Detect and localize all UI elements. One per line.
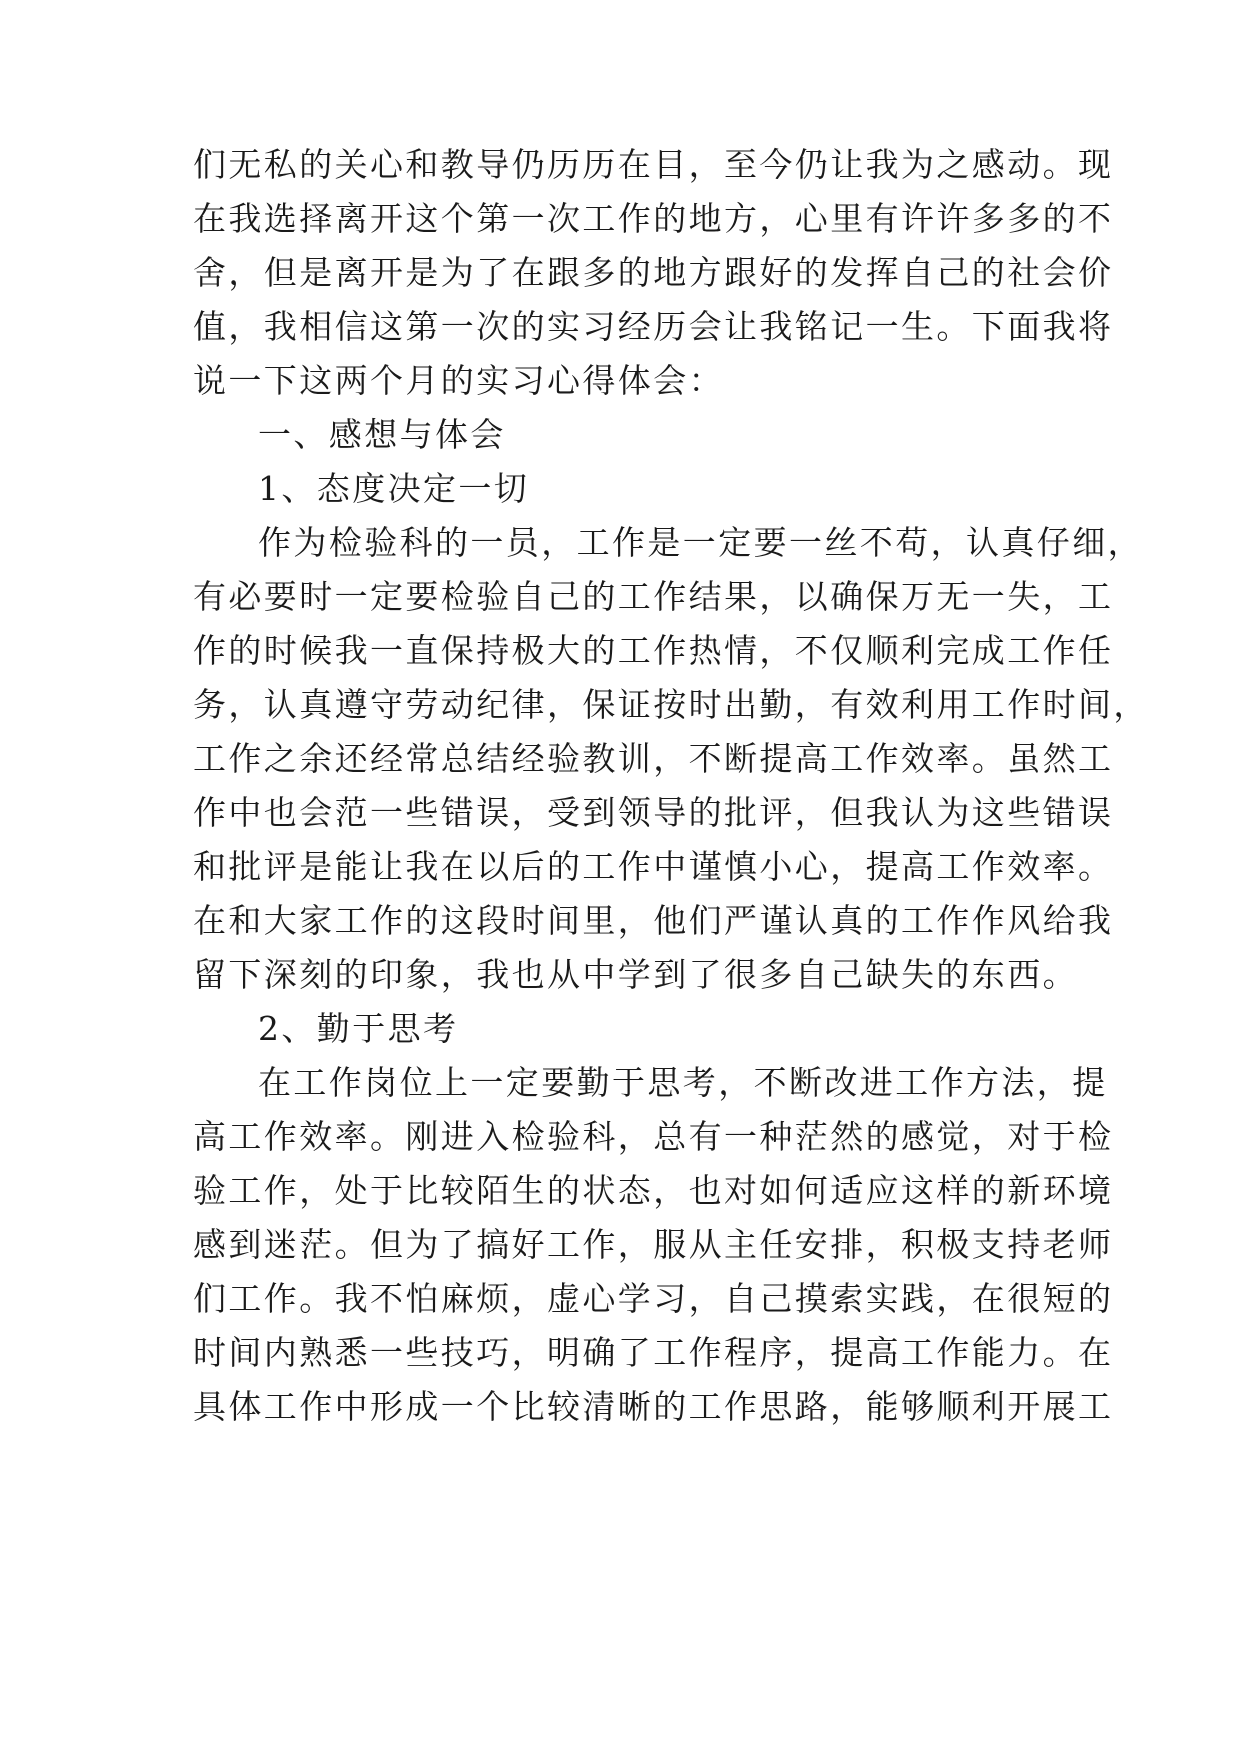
paragraph-line: 在工作岗位上一定要勤于思考，不断改进工作方法，提 [258, 1063, 1108, 1102]
subsection-heading: 2、勤于思考 [258, 1009, 459, 1048]
paragraph-line: 作的时候我一直保持极大的工作热情，不仅顺利完成工作任 [193, 631, 1114, 670]
paragraph-line: 作中也会范一些错误，受到领导的批评，但我认为这些错误 [193, 793, 1114, 832]
paragraph-line: 高工作效率。刚进入检验科，总有一种茫然的感觉，对于检 [193, 1117, 1114, 1156]
section-heading: 一、感想与体会 [258, 415, 506, 454]
paragraph-line: 有必要时一定要检验自己的工作结果，以确保万无一失，工 [193, 577, 1114, 616]
paragraph-line: 值，我相信这第一次的实习经历会让我铭记一生。下面我将 [193, 307, 1114, 346]
paragraph-line: 时间内熟悉一些技巧，明确了工作程序，提高工作能力。在 [193, 1333, 1114, 1372]
paragraph-line: 们无私的关心和教导仍历历在目，至今仍让我为之感动。现 [193, 145, 1114, 184]
subsection-heading: 1、态度决定一切 [258, 469, 530, 508]
paragraph-line: 感到迷茫。但为了搞好工作，服从主任安排，积极支持老师 [193, 1225, 1114, 1264]
paragraph-line: 务，认真遵守劳动纪律，保证按时出勤，有效利用工作时间， [193, 685, 1149, 724]
paragraph-line: 说一下这两个月的实习心得体会： [193, 361, 724, 400]
paragraph-line: 在和大家工作的这段时间里，他们严谨认真的工作作风给我 [193, 901, 1114, 940]
paragraph-line: 工作之余还经常总结经验教训，不断提高工作效率。虽然工 [193, 739, 1114, 778]
paragraph-line: 们工作。我不怕麻烦，虚心学习，自己摸索实践，在很短的 [193, 1279, 1114, 1318]
paragraph-line: 验工作，处于比较陌生的状态，也对如何适应这样的新环境 [193, 1171, 1114, 1210]
paragraph-line: 留下深刻的印象，我也从中学到了很多自己缺失的东西。 [193, 955, 1078, 994]
paragraph-line: 和批评是能让我在以后的工作中谨慎小心，提高工作效率。 [193, 847, 1114, 886]
paragraph-line: 具体工作中形成一个比较清晰的工作思路，能够顺利开展工 [193, 1387, 1114, 1426]
paragraph-line: 作为检验科的一员，工作是一定要一丝不苟，认真仔细， [258, 523, 1143, 562]
paragraph-line: 舍，但是离开是为了在跟多的地方跟好的发挥自己的社会价 [193, 253, 1114, 292]
paragraph-line: 在我选择离开这个第一次工作的地方，心里有许许多多的不 [193, 199, 1114, 238]
